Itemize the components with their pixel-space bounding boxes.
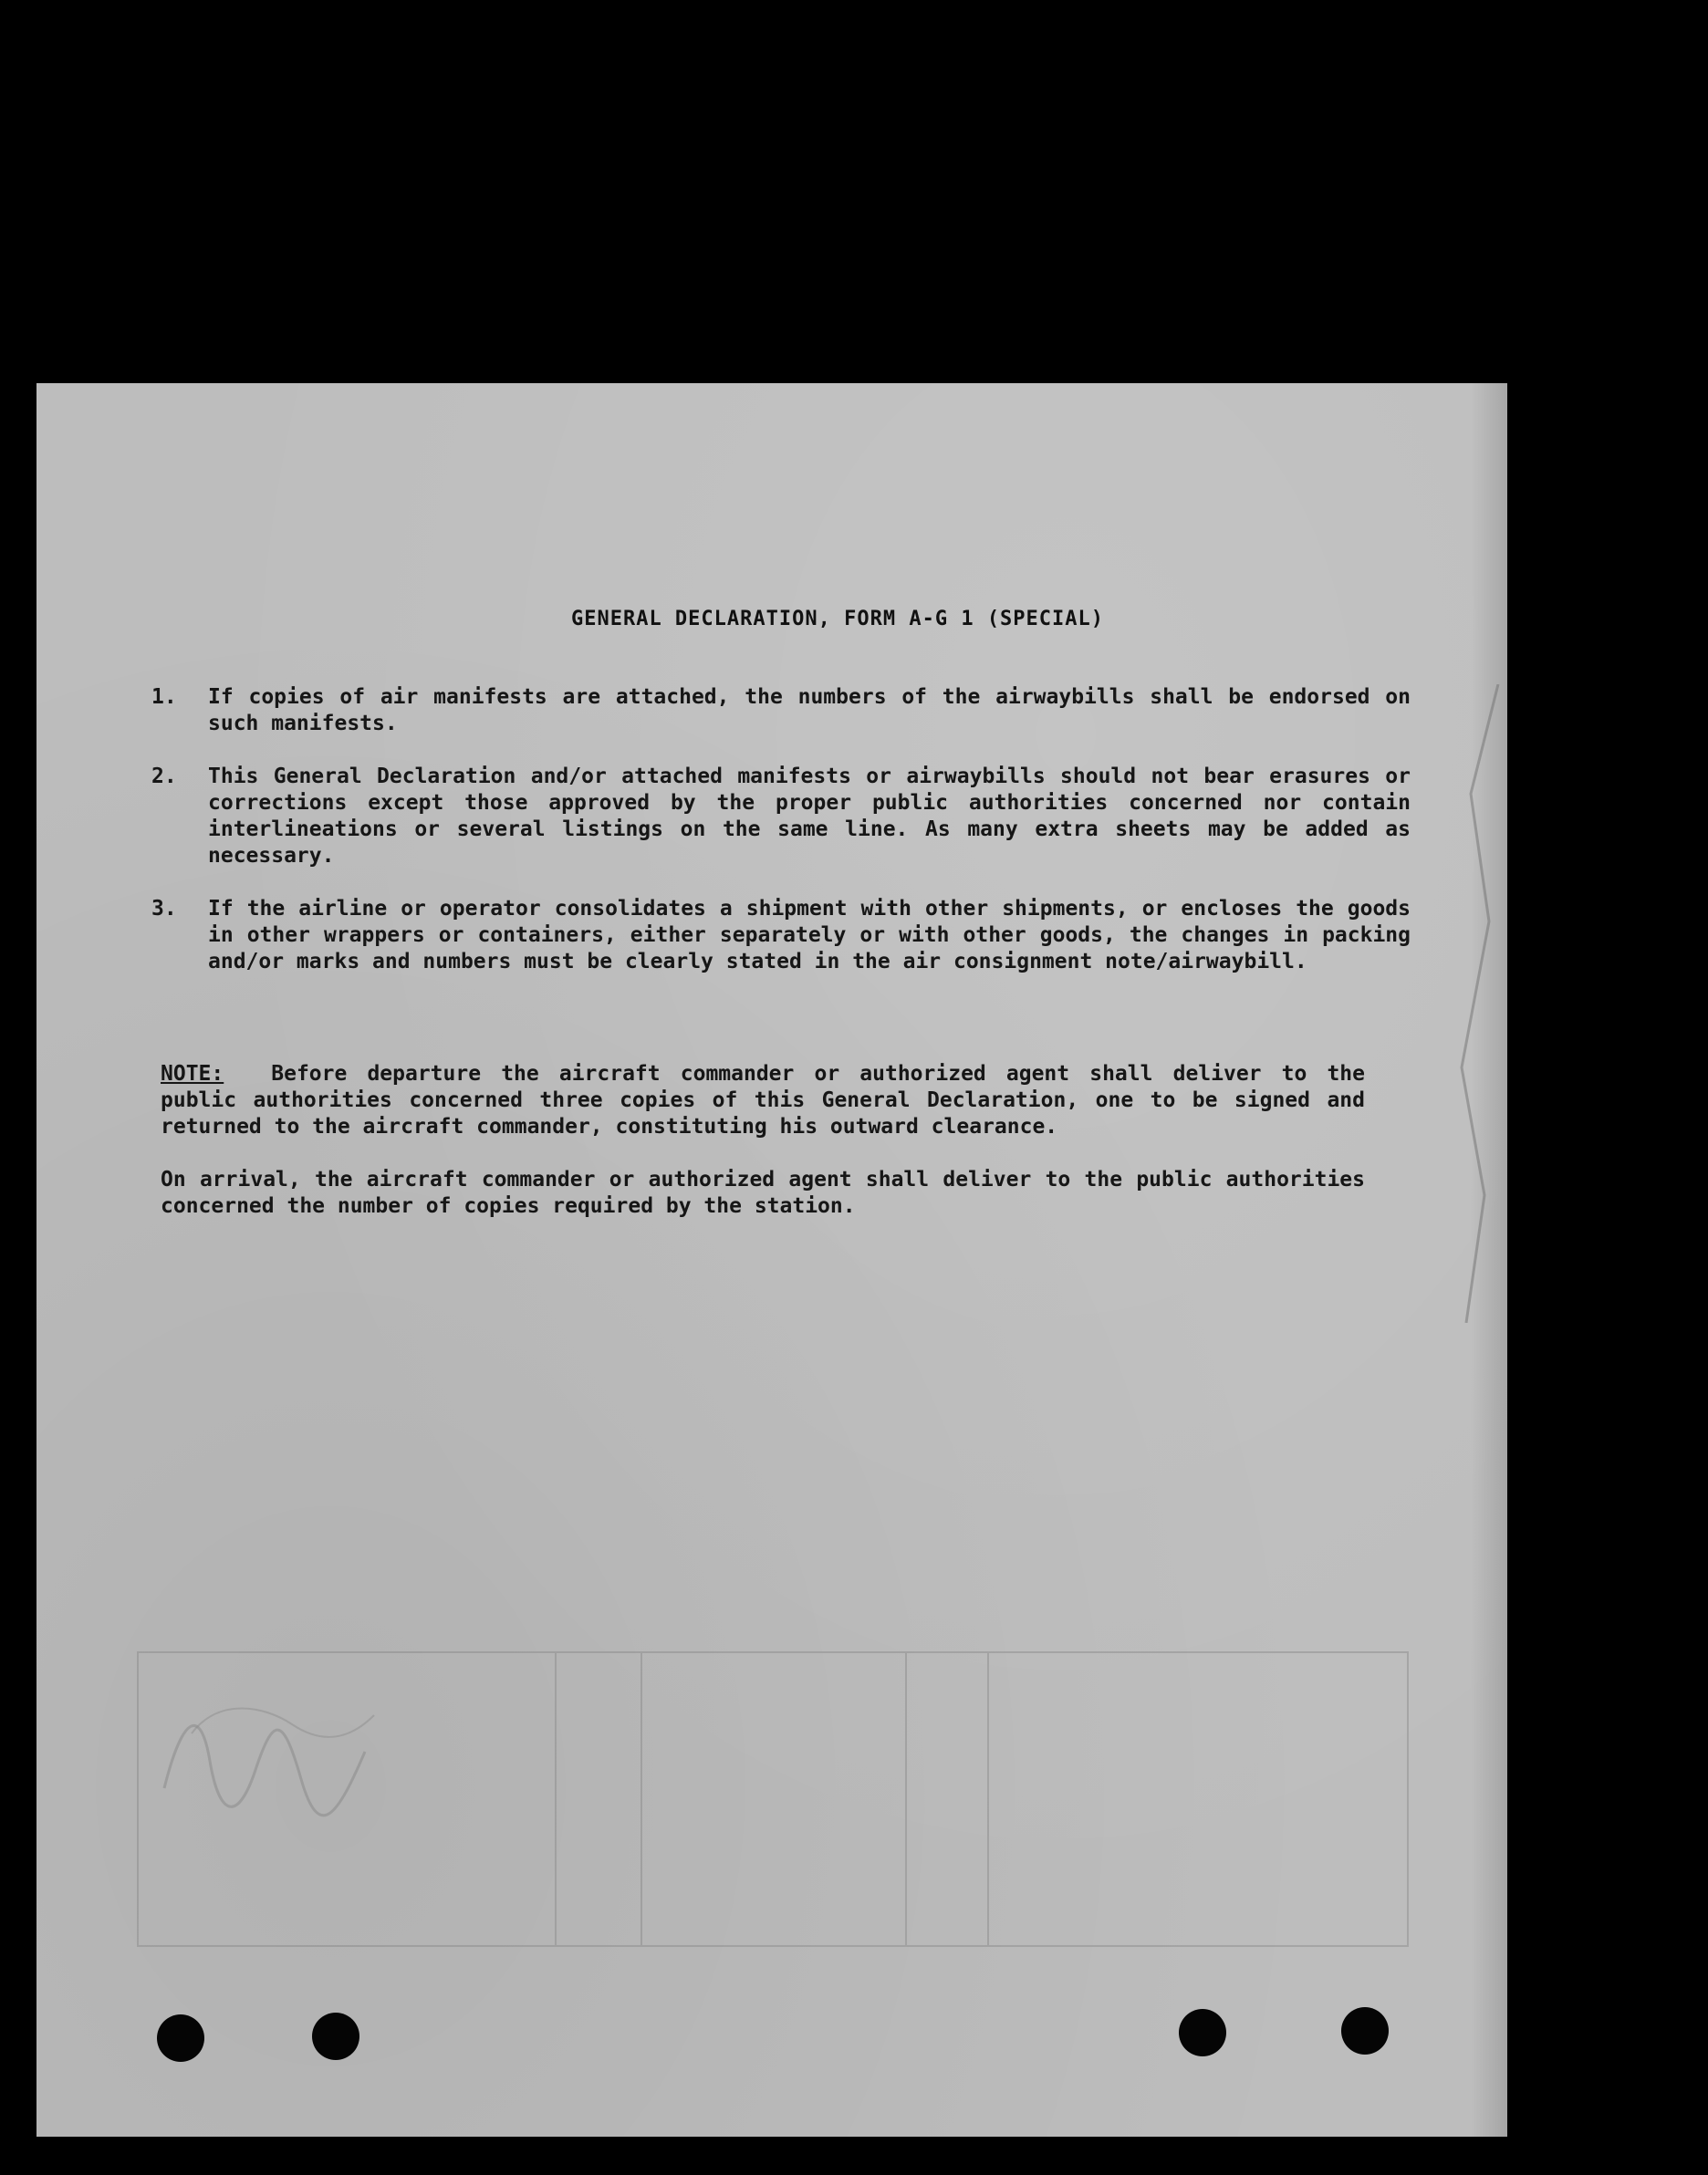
list-item xyxy=(151,896,1411,975)
item-number: 1. xyxy=(151,685,177,709)
note-text: Before departure the aircraft commander or authorized agent shall deliver to the public authorities concerned three copies of this General Declaration, one to be signed and returned to the aircraft commander, constituting his outward clearance. xyxy=(161,1062,1365,1139)
punch-hole xyxy=(1341,2007,1389,2055)
item-number: 3. xyxy=(151,897,177,921)
show-through-signature xyxy=(146,1679,383,1843)
punch-hole xyxy=(157,2014,204,2062)
form-title: GENERAL DECLARATION, FORM A-G 1 (SPECIAL) xyxy=(570,608,1105,630)
note-label: NOTE: xyxy=(161,1062,224,1086)
list-item xyxy=(151,764,1411,869)
show-through-line xyxy=(905,1653,907,1945)
show-through-line xyxy=(555,1653,557,1945)
list-item xyxy=(151,684,1411,737)
show-through-line xyxy=(640,1653,642,1945)
show-through-line xyxy=(987,1653,989,1945)
note-paragraph xyxy=(161,1061,1365,1140)
item-number: 2. xyxy=(151,765,177,788)
item-text: If the airline or operator consolidates a shipment with other shipments, or encloses the goods in other wrappers or containers, either separately or with other goods, the changes in packing and/or marks and numbers must be clearly stated in the air consignment note/airwaybill. xyxy=(208,897,1411,973)
instruction-list xyxy=(151,684,1411,1002)
punch-hole xyxy=(312,2013,359,2060)
note-section xyxy=(161,1061,1365,1220)
item-text: If copies of air manifests are attached, the numbers of the airwaybills shall be endorsed on such manifests. xyxy=(208,685,1411,735)
paper-edge-wear xyxy=(1443,684,1507,1323)
arrival-paragraph: On arrival, the aircraft commander or authorized agent shall deliver to the public authorities concerned the number of copies required by the station. xyxy=(161,1168,1365,1218)
document-sheet xyxy=(36,383,1507,2137)
item-text: This General Declaration and/or attached manifests or airwaybills should not bear erasures or corrections except those approved by the proper public authorities concerned nor contain interlineations or several listings on the same line. As many extra sheets may be added as necessary. xyxy=(208,765,1411,868)
punch-hole xyxy=(1179,2009,1226,2056)
